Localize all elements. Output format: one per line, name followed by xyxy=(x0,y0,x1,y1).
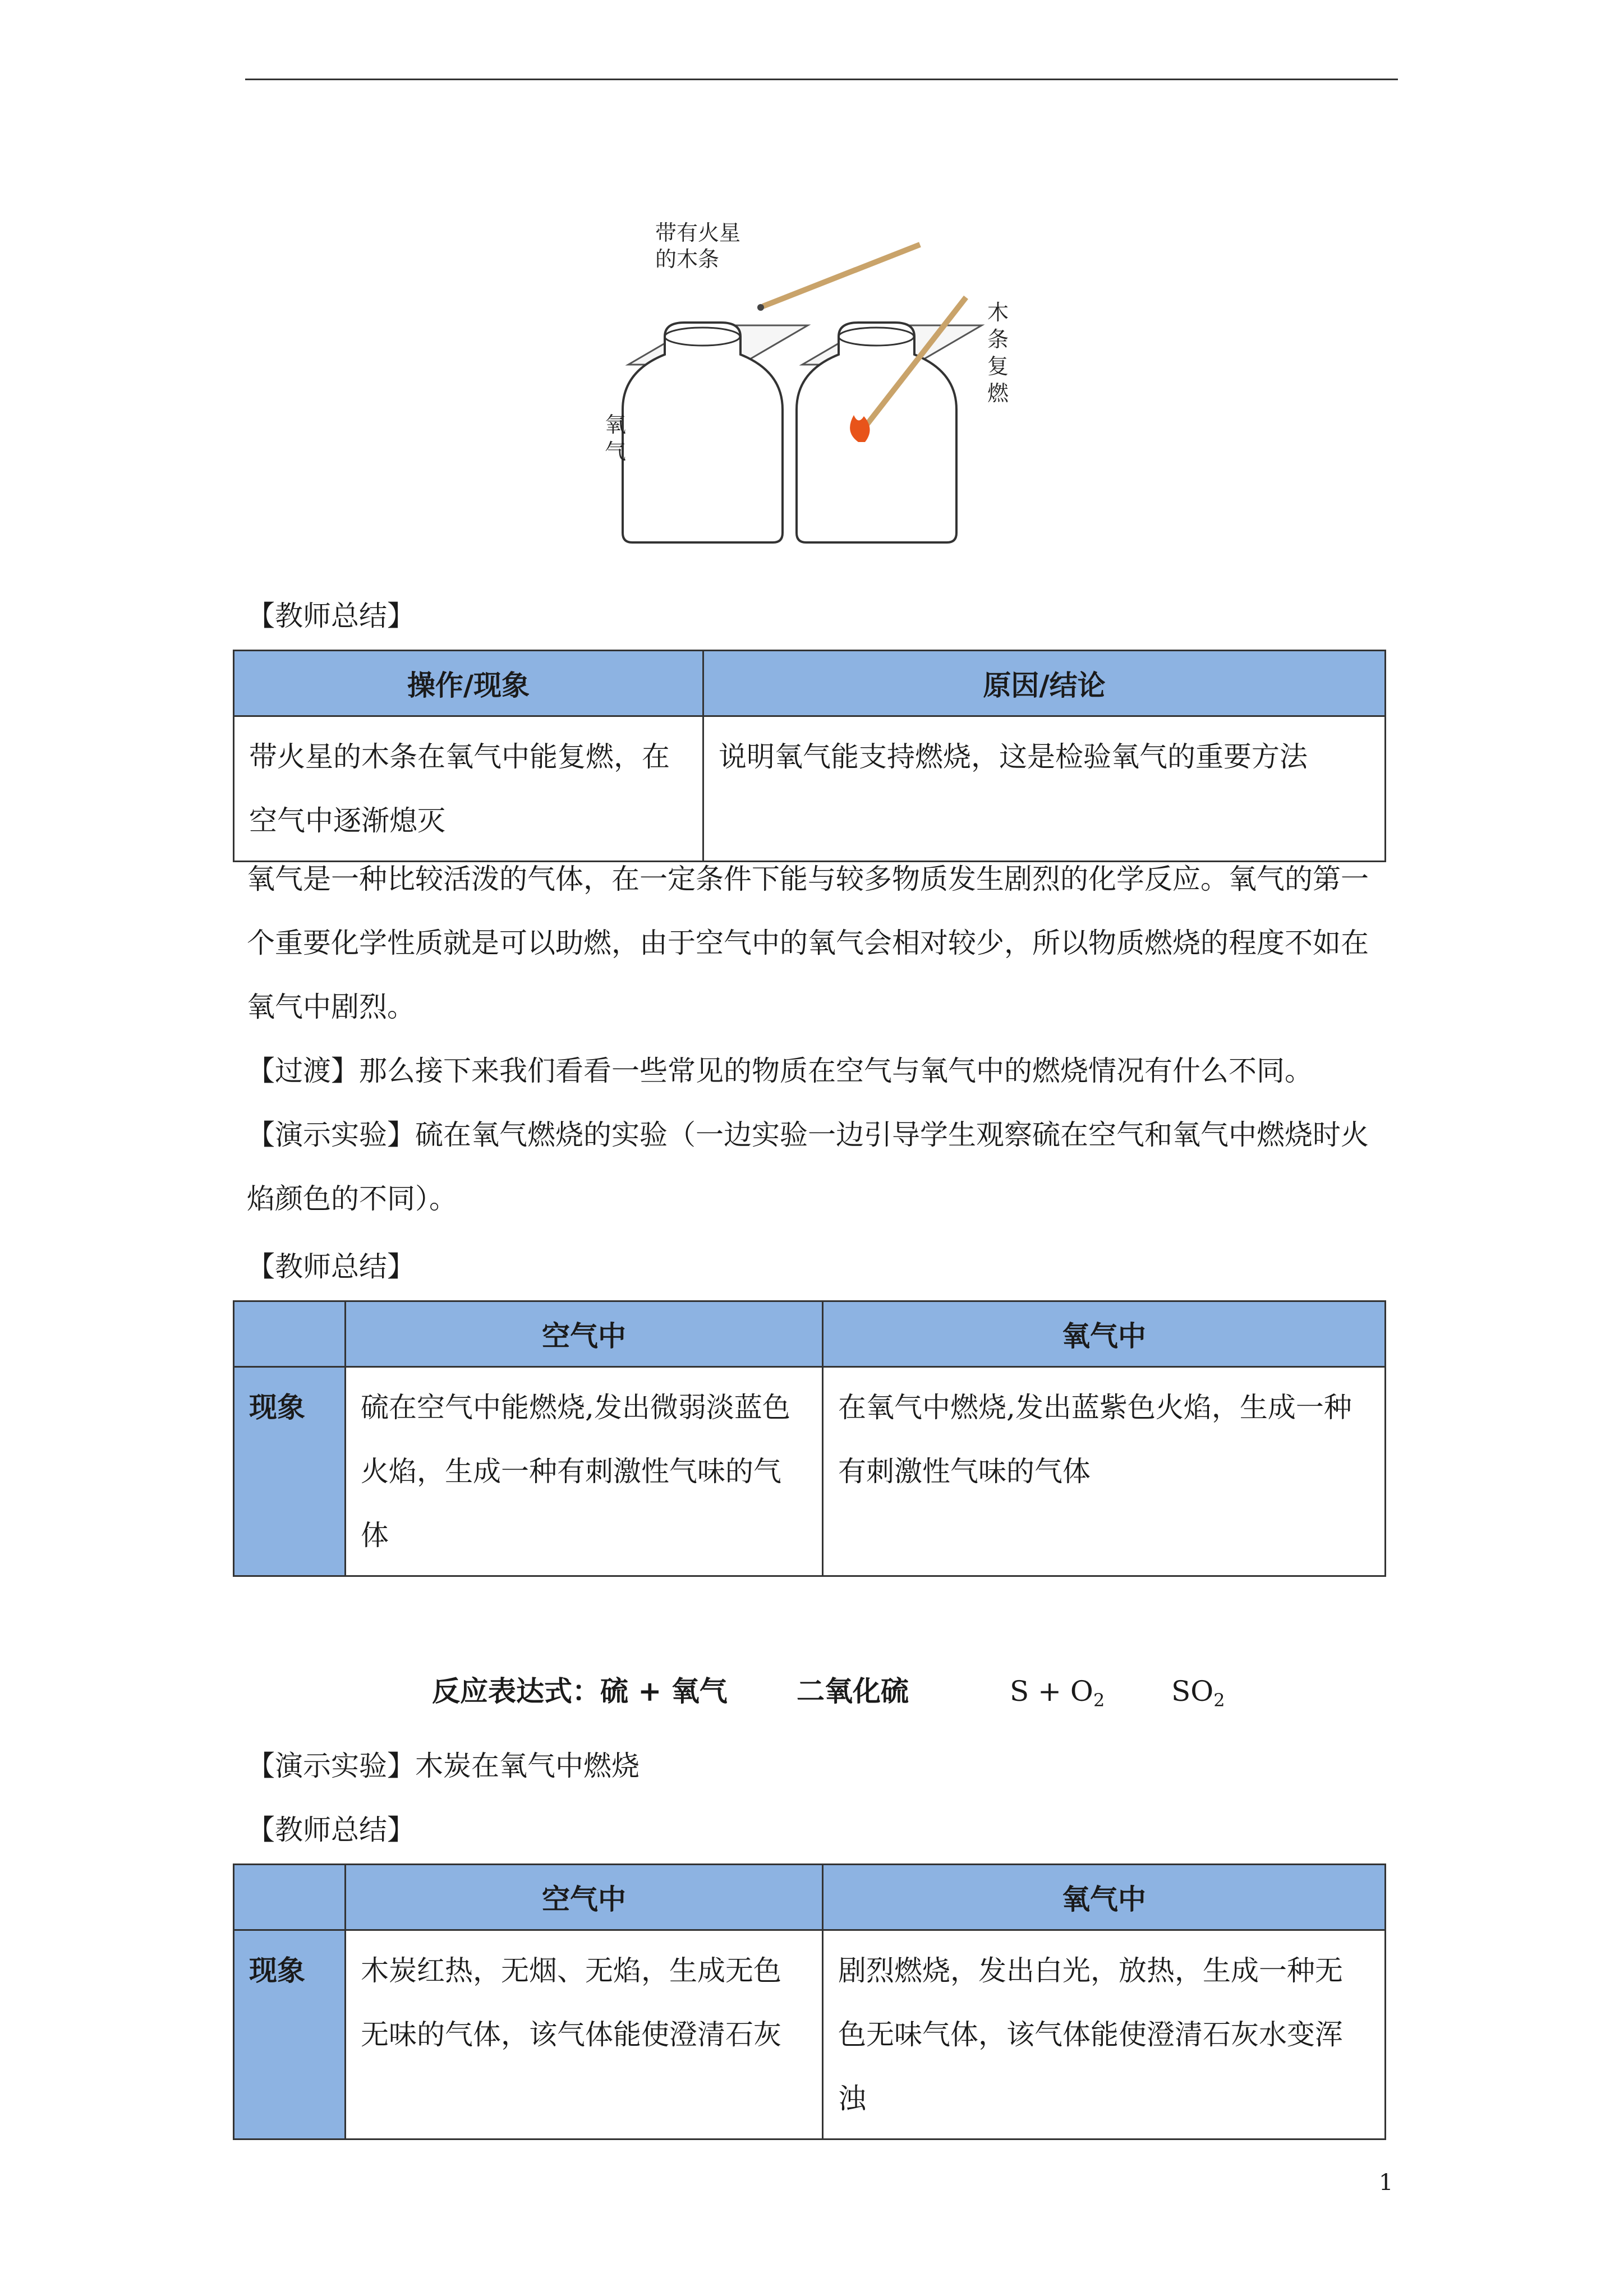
table-charcoal xyxy=(233,1864,1386,2140)
ember-icon xyxy=(757,304,764,311)
table-wood-test xyxy=(233,650,1386,862)
label-oxygen-1: 氧 xyxy=(605,412,627,437)
label-reignite-3: 复 xyxy=(987,354,1009,379)
label-reignite-2: 条 xyxy=(987,327,1009,352)
equation-product: 二氧化硫 xyxy=(797,1674,909,1708)
corner-cell xyxy=(234,1865,346,1930)
col-air: 空气中 xyxy=(346,1865,823,1930)
cell-charcoal-air: 木炭红热，无烟、无焰，生成无色无味的气体，该气体能使澄清石灰 xyxy=(346,1930,823,2139)
page-number: 1 xyxy=(1379,2170,1393,2196)
cell-operation: 带火星的木条在氧气中能复燃，在空气中逐渐熄灭 xyxy=(234,716,703,862)
corner-cell xyxy=(234,1301,346,1367)
col-oxygen: 氧气中 xyxy=(823,1301,1386,1367)
table-sulfur xyxy=(233,1300,1386,1577)
charcoal-demo: 【演示实验】木炭在氧气中燃烧 xyxy=(247,1750,640,1782)
sulfur-demo-paragraph: 【演示实验】硫在氧气燃烧的实验（一边实验一边引导学生观察硫在空气和氧气中燃烧时火焰颜色的不同）。 xyxy=(247,1119,1369,1215)
section2-heading: 【教师总结】 xyxy=(247,1250,415,1283)
section1-heading: 【教师总结】 xyxy=(247,600,415,632)
equation-formula-left: $S + O_2$ xyxy=(1010,1675,1105,1711)
header-rule xyxy=(245,79,1398,80)
transition-paragraph: 【过渡】那么接下来我们看看一些常见的物质在空气与氧气中的燃烧情况有什么不同。 xyxy=(247,1055,1313,1087)
cell-charcoal-oxygen: 剧烈燃烧，发出白光，放热，生成一种无色无味气体，该气体能使澄清石灰水变浑浊 xyxy=(823,1930,1386,2139)
col-air: 空气中 xyxy=(346,1301,823,1367)
glowing-stick xyxy=(763,245,920,306)
equation-words: 反应表达式：硫 + 氧气 xyxy=(432,1674,728,1708)
label-reignite-1: 木 xyxy=(987,300,1009,325)
label-oxygen-2: 气 xyxy=(605,439,627,464)
col-oxygen: 氧气中 xyxy=(823,1865,1386,1930)
row-phenomenon: 现象 xyxy=(234,1367,346,1576)
label-reignite-4: 燃 xyxy=(987,381,1009,406)
cell-conclusion: 说明氧气能支持燃烧，这是检验氧气的重要方法 xyxy=(703,716,1386,862)
equation-formula-right: $SO_2$ xyxy=(1171,1675,1225,1711)
row-phenomenon: 现象 xyxy=(234,1930,346,2139)
col-operation: 操作/现象 xyxy=(234,651,703,716)
label-wood-line1: 带有火星 xyxy=(655,220,741,245)
oxygen-test-figure xyxy=(595,208,1021,561)
oxygen-property-paragraph: 氧气是一种比较活泼的气体，在一定条件下能与较多物质发生剧烈的化学反应。氧气的第一个重要化学性质就是可以助燃，由于空气中的氧气会相对较少，所以物质燃烧的程度不如在氧气中剧烈。 xyxy=(247,863,1369,1023)
section3-heading: 【教师总结】 xyxy=(247,1814,415,1846)
cell-sulfur-air: 硫在空气中能燃烧,发出微弱淡蓝色火焰，生成一种有刺激性气味的气体 xyxy=(346,1367,823,1576)
cell-sulfur-oxygen: 在氧气中燃烧,发出蓝紫色火焰，生成一种有刺激性气味的气体 xyxy=(823,1367,1386,1576)
label-wood-line2: 的木条 xyxy=(655,247,720,272)
col-conclusion: 原因/结论 xyxy=(703,651,1386,716)
